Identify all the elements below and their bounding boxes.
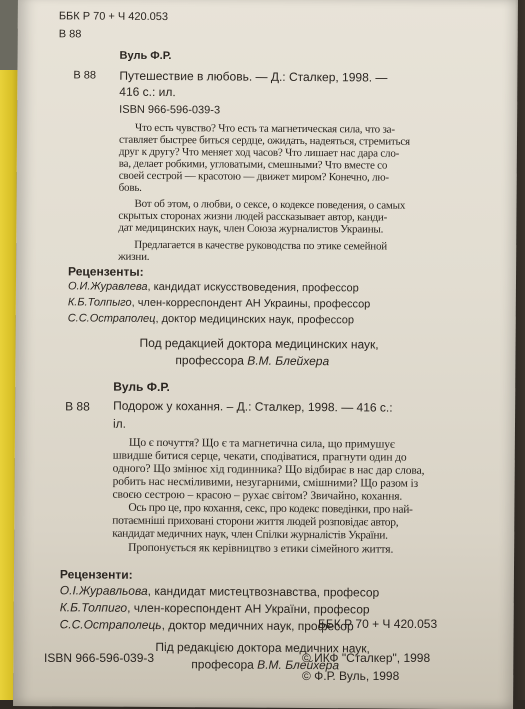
uk-reviewer-1 <box>60 584 379 598</box>
uk-title-line1: Подорож у кохання. – Д.: Сталкер, 1998. — 416 с.: <box>113 398 393 415</box>
uk-annotation-line: Ось про це, про кохання, секс, про кодекс поведінки, про най- <box>128 501 413 516</box>
footer-copyright-1: © ИКФ "Сталкер", 1998 <box>302 651 431 665</box>
ru-annotation-line: Что есть чувство? Что есть та магнетическая сила, что за- <box>135 121 395 136</box>
uk-author: Вуль Ф.Р. <box>113 379 170 395</box>
ru-reviewer-3 <box>68 313 354 326</box>
ru-annotation-line: дат медицинских наук, член Союза журналистов Украины. <box>118 221 384 236</box>
ru-isbn: ISBN 966-596-039-3 <box>119 103 221 117</box>
uk-editor-line1: Під редакцією доктора медичних наук, <box>155 639 370 656</box>
uk-annotation-3 <box>112 542 432 557</box>
editor-prefix: профессора <box>175 353 248 368</box>
footer-copyright-2: © Ф.Р. Вуль, 1998 <box>302 669 400 683</box>
ru-annotation-line: жизни. <box>118 250 150 263</box>
book-page <box>13 0 518 709</box>
reviewer-role: , кандидат искусствоведения, профессор <box>147 280 359 295</box>
ru-title-line1: Путешествие в любовь. — Д.: Сталкер, 1998. — <box>119 68 388 85</box>
ru-title-line2: 416 с.: ил. <box>119 84 176 100</box>
ru-annotation-1 <box>119 122 439 196</box>
uk-annotation-line: робить нас несміливими, незугарними, смішними? Що разом із <box>112 475 419 490</box>
ru-author: Вуль Ф.Р. <box>119 49 172 63</box>
reviewer-role: , доктор медичних наук, професор <box>161 618 354 634</box>
reviewer-role: , член-кореспондент АН України, професор <box>127 600 370 617</box>
ru-annotation-line: ставляет быстрее биться сердце, ожидать, надеяться, стремиться <box>118 133 410 148</box>
editor-name: В.М. Блейхера <box>247 353 330 369</box>
ru-editor-line1: Под редакцией доктора медицинских наук, <box>139 335 379 352</box>
ru-index: В 88 <box>73 69 97 82</box>
ru-annotation-line: бовь. <box>118 181 142 194</box>
reviewer-role: , кандидат мистецтвознавства, професор <box>147 583 380 600</box>
header-index: В 88 <box>58 28 82 41</box>
ru-annotation-line: друг к другу? Что меняет ход часов? Что лишает нас дара сло- <box>118 145 400 160</box>
ru-annotation-2 <box>118 198 438 236</box>
footer-isbn: ISBN 966-596-039-3 <box>44 651 155 665</box>
uk-reviewers-heading: Рецензенти: <box>59 567 133 582</box>
uk-reviewer-2 <box>60 601 370 615</box>
reviewer-name: К.Б.Толпыго <box>67 296 132 309</box>
uk-annotation-line: Пропонується як керівництво з етики сімейного життя. <box>128 541 394 556</box>
reviewer-role: , член-корреспондент АН Украины, профессор <box>131 296 371 311</box>
ru-annotation-line: Предлагается в качестве руководства по этике семейной <box>134 238 388 253</box>
uk-annotation-line: своєю сестрою – красою – рухає світом? Звичайно, кохання. <box>112 488 403 503</box>
ru-annotation-line: своей сестрой — красотою — движет миром? Конечно, лю- <box>118 169 389 184</box>
editor-name: В.М. Блейхера <box>257 657 340 673</box>
reviewer-name: О.И.Журавлева <box>67 280 148 293</box>
uk-annotation-line: швидше битися серце, чекати, сподіватися, прагнути один до <box>112 449 407 464</box>
uk-reviewer-3 <box>60 618 354 632</box>
ru-reviewer-1 <box>68 281 359 294</box>
uk-annotation-line: кандидат медичних наук, член Спілки журналістів України. <box>112 527 388 542</box>
editor-prefix: професора <box>191 657 258 672</box>
uk-annotation-2 <box>112 502 432 543</box>
reviewer-name: К.Б.Толпиго <box>59 600 128 615</box>
ru-reviewer-2 <box>68 297 371 310</box>
ru-editor-line2 <box>175 354 329 367</box>
uk-annotation-line: Що є почуття? Що є та магнетична сила, що примушує <box>128 436 395 451</box>
reviewer-name: О.І.Журавльова <box>59 583 148 598</box>
header-bbk: ББК Р 70 + Ч 420.053 <box>58 10 169 24</box>
uk-title-line2: іл. <box>112 416 127 431</box>
ru-annotation-line: скрытых сторонах жизни людей рассказывает автор, канди- <box>118 209 388 224</box>
ru-reviewers-heading: Рецензенты: <box>68 264 144 279</box>
uk-annotation-line: потаємніші приховані сторони життя людей розповідає автор, <box>112 514 399 529</box>
page-shadow-edge <box>515 0 525 700</box>
footer-bbk: ББК Р 70 + Ч 420.053 <box>318 617 438 631</box>
reviewer-name: С.С.Остраполець <box>59 617 162 633</box>
ru-annotation-line: Вот об этом, о любви, о сексе, о кодексе поведения, о самых <box>134 197 406 212</box>
reviewer-name: С.С.Остраполец <box>67 312 156 325</box>
ru-annotation-3 <box>118 239 438 265</box>
uk-annotation-1 <box>112 437 432 504</box>
uk-annotation-line: одного? Що змінює хід годинника? Що відбирає в нас дар слова, <box>112 462 425 477</box>
uk-index: В 88 <box>65 399 90 414</box>
reviewer-role: , доктор медицинских наук, профессор <box>155 312 355 327</box>
ru-annotation-line: ва, делает робкими, угловатыми, смешными? Что вместе со <box>118 157 388 172</box>
